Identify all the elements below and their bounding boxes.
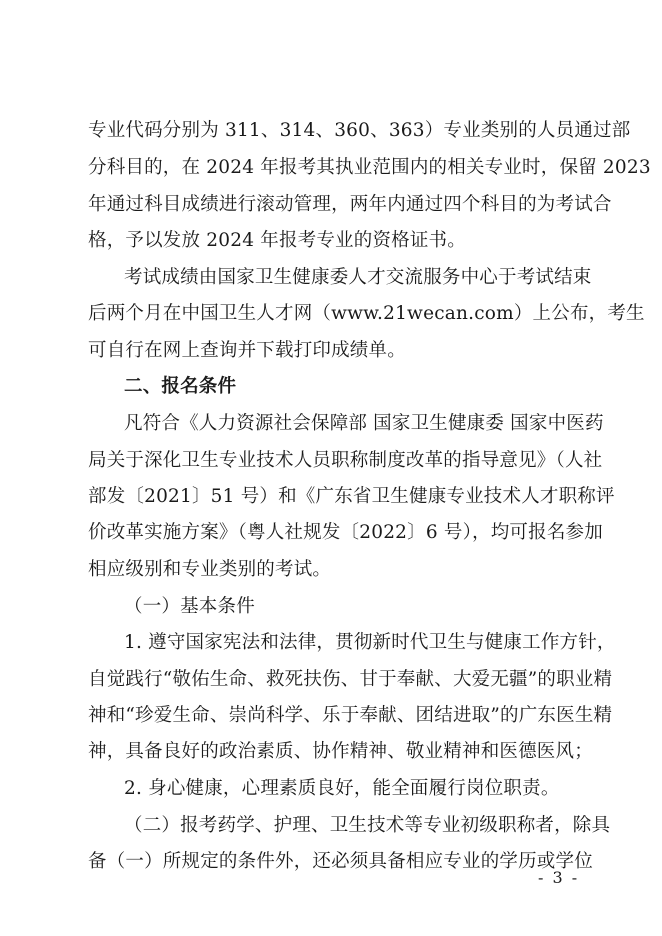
text-line: 神和“珍爱生命、崇尚科学、乐于奉献、团结进取”的广东医生精 xyxy=(88,705,613,726)
text-line: 凡符合《人力资源社会保障部 国家卫生健康委 国家中医药 xyxy=(124,413,604,434)
text-line: 备（一）所规定的条件外，还必须具备相应专业的学历或学位 xyxy=(88,851,593,872)
text-line: 后两个月在中国卫生人才网（www.21wecan.com）上公布，考生 xyxy=(88,303,645,324)
text-line: 相应级别和专业类别的考试。 xyxy=(88,559,332,580)
text-line: 分科目的，在 2024 年报考其执业范围内的相关专业时，保留 2023 xyxy=(88,157,651,178)
text-line: 2. 身心健康，心理素质良好，能全面履行岗位职责。 xyxy=(124,778,560,799)
subsection-heading: （一）基本条件 xyxy=(124,596,255,617)
text-line: （二）报考药学、护理、卫生技术等专业初级职称者，除具 xyxy=(124,815,611,836)
text-line: 神，具备良好的政治素质、协作精神、敬业精神和医德医风； xyxy=(88,741,593,762)
text-line: 年通过科目成绩进行滚动管理，两年内通过四个科目的为考试合 xyxy=(88,194,612,215)
text-line: 价改革实施方案》（粤人社规发〔2022〕6 号），均可报名参加 xyxy=(88,522,603,543)
section-heading: 二、报名条件 xyxy=(124,376,237,397)
text-line: 专业代码分别为 311、314、360、363）专业类别的人员通过部 xyxy=(88,120,631,141)
page-number: - 3 - xyxy=(538,868,580,887)
text-line: 部发〔2021〕51 号）和《广东省卫生健康专业技术人才职称评 xyxy=(88,486,615,507)
text-line: 1. 遵守国家宪法和法律，贯彻新时代卫生与健康工作方针， xyxy=(124,632,616,653)
text-line: 自觉践行“敬佑生命、救死扶伤、甘于奉献、大爱无疆”的职业精 xyxy=(88,669,613,690)
text-line: 可自行在网上查询并下载打印成绩单。 xyxy=(88,340,406,361)
text-line: 格，予以发放 2024 年报考专业的资格证书。 xyxy=(88,230,466,251)
text-line: 局关于深化卫生专业技术人员职称制度改革的指导意见》（人社 xyxy=(88,450,603,471)
text-line: 考试成绩由国家卫生健康委人才交流服务中心于考试结束 xyxy=(124,267,592,288)
